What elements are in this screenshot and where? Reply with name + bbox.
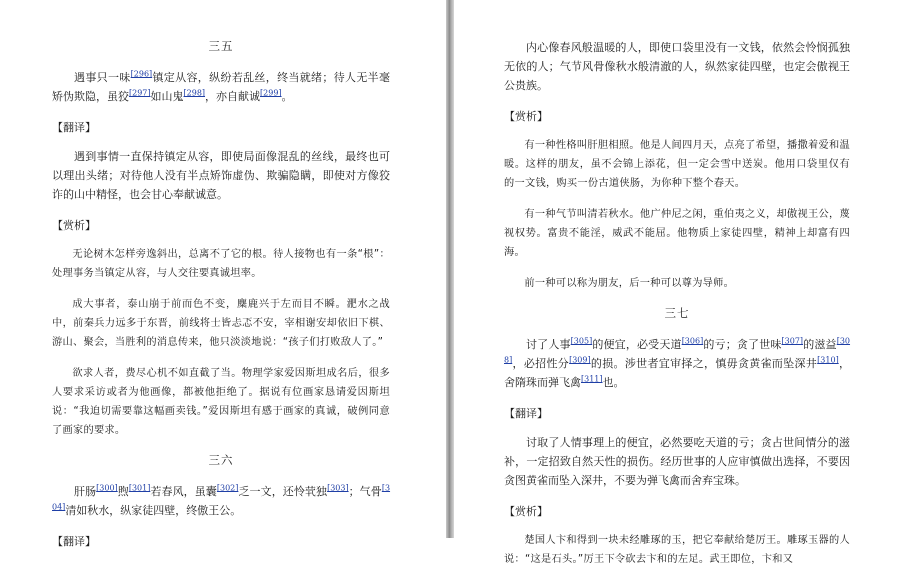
verse-37: [504, 335, 850, 392]
analysis-label-35: 【赏析】: [52, 219, 96, 232]
footnote-link-306[interactable]: [306]: [681, 336, 704, 346]
section-heading-37: 三七: [664, 306, 690, 320]
footnote-link-297[interactable]: [297]: [129, 88, 151, 98]
right-page: [454, 0, 900, 565]
translation-37: 讨取了人情事理上的便宜，必然要吃天道的亏；贪占世间情分的滋补，一定招致自然天性的损伤。经历世事的人应审慎做出选择，不要因贪图黄雀而坠入深井，不要为弹飞禽而舍弃宝珠。: [504, 436, 850, 487]
verse-37-text-4: 的滋益: [803, 338, 837, 351]
analysis-label-36: 【赏析】: [504, 110, 548, 123]
verse-36-text-6: 清如秋水，纵家徒四壁，终傲王公。: [65, 504, 242, 517]
verse-36-text-1: 肝肠: [74, 485, 97, 498]
footnote-link-301[interactable]: [301]: [128, 483, 151, 493]
translation-label-37: 【翻译】: [504, 407, 548, 420]
section-heading-35: 三五: [208, 39, 234, 53]
footnote-link-311[interactable]: [311]: [581, 374, 603, 384]
analysis-36-paragraph-3: 前一种可以称为朋友，后一种可以尊为导师。: [524, 278, 735, 289]
verse-36-text-2: 煦: [117, 485, 129, 498]
verse-37-text-6: 的损。涉世者宜审择之，慎毋贪黄雀而坠深井: [590, 357, 818, 370]
footnote-link-298[interactable]: [298]: [183, 88, 206, 98]
section-heading-36: 三六: [208, 453, 234, 467]
analysis-35-paragraph-2: 成大事者，泰山崩于前而色不变，麋鹿兴于左而目不瞬。淝水之战中，前秦兵力远多于东晋，前线将士皆忐忑不安，宰相谢安却依旧下棋、游山、聚会，当胜利的消息传来，他只淡淡地说：“孩子们打败敌人了。”: [52, 299, 390, 348]
footnote-link-299[interactable]: [299]: [260, 88, 282, 98]
verse-35-text-2: 镇定从容，纵纷若乱丝，终当就绪；待人无半毫矫伪欺隐，虽狡: [52, 71, 391, 103]
translation-36: 内心像春风般温暖的人，即使口袋里没有一文钱，依然会怜悯孤独无依的人；气节风骨像秋水般清澈的人，纵然家徒四壁，也定会傲视王公贵族。: [504, 41, 850, 92]
footnote-link-304[interactable]: [304]: [52, 483, 391, 512]
verse-36: [52, 482, 390, 520]
analysis-35-paragraph-3: 欲求人者，费尽心机不如直截了当。物理学家爱因斯坦成名后，很多人要求采访或者为他画像，都被他拒绝了。据说有位画家恳请爱因斯坦说：“我迫切需要靠这幅画卖钱。”爱因斯坦有感于画家的真诚，破例同意了画家的要求。: [52, 368, 390, 436]
page-divider: [446, 0, 454, 538]
verse-36-text-3: 若春风，虽囊: [150, 485, 217, 498]
analysis-label-37: 【赏析】: [504, 505, 548, 518]
footnote-link-307[interactable]: [307]: [781, 336, 804, 346]
verse-35-text-1: 遇事只一味: [74, 71, 131, 84]
footnote-link-310[interactable]: [310]: [817, 355, 839, 365]
footnote-link-305[interactable]: [305]: [570, 336, 593, 346]
translation-35: 遇到事情一直保持镇定从容，即使局面像混乱的丝线，最终也可以理出头绪；对待他人没有半点矫饰虚伪、欺骗隐瞒，即使对方像狡诈的山中精怪，也会甘心奉献诚意。: [52, 150, 390, 201]
verse-35-text-5: 。: [281, 90, 293, 103]
footnote-link-308[interactable]: [308]: [504, 336, 851, 365]
footnote-link-300[interactable]: [300]: [96, 483, 118, 493]
analysis-36-paragraph-1: 有一种性格叫肝胆相照。他是人间四月天，点亮了希望，播撒着爱和温暖。这样的朋友，虽不会锦上添花，但一定会雪中送炭。他用口袋里仅有的一文钱，购买一份古道侠肠，为你种下整个春天。: [504, 140, 850, 189]
analysis-35-paragraph-1: 无论树木怎样旁逸斜出，总离不了它的根。待人接物也有一条“根”：处理事务当镇定从容，与人交往要真诚坦率。: [52, 249, 390, 279]
verse-36-text-4: 乏一文，还怜茕独: [238, 485, 328, 498]
verse-35-text-4: ，亦自献诚: [205, 90, 261, 103]
footnote-link-309[interactable]: [309]: [569, 355, 591, 365]
analysis-37-paragraph-1: 楚国人卞和得到一块未经雕琢的玉，把它奉献给楚厉王。雕琢玉器的人说：“这是石头。”厉王下令砍去卞和的左足。武王即位，卞和又: [504, 535, 850, 565]
verse-37-text-5: ，必招性分: [512, 357, 570, 370]
translation-label-36: 【翻译】: [52, 535, 96, 548]
verse-37-text-7: ，舍隋珠而弹飞禽: [504, 357, 850, 389]
footnote-link-302[interactable]: [302]: [216, 483, 239, 493]
verse-37-text-1: 讨了人事: [526, 338, 571, 351]
translation-label-35: 【翻译】: [52, 121, 96, 134]
verse-36-text-5: ；气骨: [348, 485, 382, 498]
analysis-36-paragraph-2: 有一种气节叫清若秋水。他广仲尼之闲，重伯夷之义，却傲视王公，蔑视权势。富贵不能淫，威武不能屈。他物质上家徒四壁，精神上却富有四海。: [504, 209, 850, 258]
verse-35-text-3: 如山鬼: [150, 90, 184, 103]
footnote-link-296[interactable]: [296]: [130, 69, 153, 79]
verse-37-text-8: 也。: [602, 376, 625, 389]
footnote-link-303[interactable]: [303]: [327, 483, 349, 493]
verse-35: [52, 68, 390, 106]
verse-37-text-3: 的亏；贪了世味: [703, 338, 782, 351]
left-page: [0, 0, 446, 548]
verse-37-text-2: 的便宜，必受天道: [592, 338, 682, 351]
